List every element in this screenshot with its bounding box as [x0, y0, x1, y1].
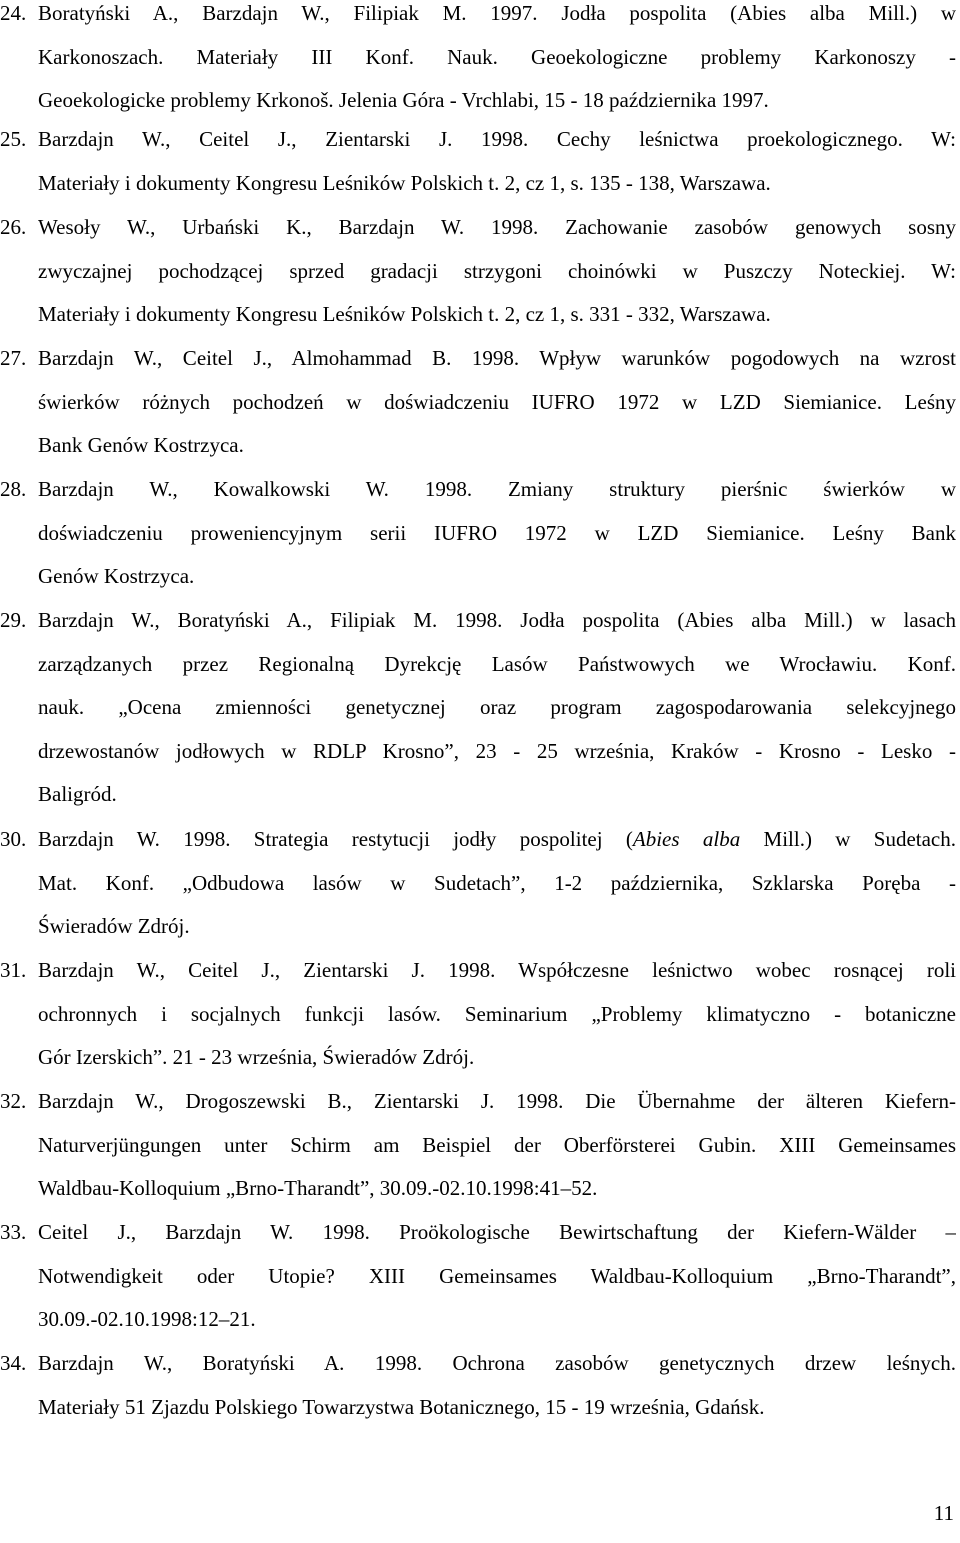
reference-item [0, 0, 956, 123]
reference-text [38, 337, 956, 468]
reference-line: Notwendigkeit oder Utopie? XIII Gemeinsames Waldbau-Kolloquium „Brno-Tharandt”, [38, 1263, 956, 1288]
reference-line: świerków różnych pochodzeń w doświadczeniu IUFRO 1972 w LZD Siemianice. Leśny [38, 389, 956, 414]
reference-number: 32. [0, 1089, 27, 1113]
reference-number: 34. [0, 1351, 27, 1375]
species-name-italic: Abies alba [632, 827, 741, 851]
reference-line: Materiały i dokumenty Kongresu Leśników Polskich t. 2, cz 1, s. 135 - 138, Warszawa. [38, 170, 771, 195]
reference-line: Bank Genów Kostrzyca. [38, 433, 244, 457]
reference-item [0, 468, 956, 599]
reference-number: 25. [0, 127, 27, 151]
reference-text [38, 1080, 956, 1211]
reference-line: Ceitel J., Barzdajn W. 1998. Proökologische Bewirtschaftung der Kiefern-Wälder – [38, 1220, 956, 1244]
reference-number: 26. [0, 215, 27, 239]
reference-item [0, 1211, 956, 1342]
reference-line: zarządzanych przez Regionalną Dyrekcję Lasów Państwowych we Wrocławiu. Konf. [38, 651, 956, 676]
reference-item [0, 949, 956, 1080]
reference-line: Materiały i dokumenty Kongresu Leśników Polskich t. 2, cz 1, s. 331 - 332, Warszawa. [38, 302, 771, 326]
reference-line: Barzdajn W., Kowalkowski W. 1998. Zmiany struktury pierśnic świerków w [38, 477, 956, 501]
reference-text [38, 818, 956, 949]
reference-line: drzewostanów jodłowych w RDLP Krosno”, 23 - 25 września, Kraków - Krosno - Lesko - [38, 738, 956, 763]
reference-line: nauk. „Ocena zmienności genetycznej oraz program zagospodarowania selekcyjnego [38, 695, 956, 719]
reference-line: ochronnych i socjalnych funkcji lasów. Seminarium „Problemy klimatyczno - botaniczne [38, 1001, 956, 1026]
reference-line: Baligród. [38, 782, 117, 806]
reference-line: Barzdajn W., Boratyński A. 1998. Ochrona zasobów genetycznych drzew leśnych. [38, 1351, 956, 1375]
reference-line: Mat. Konf. „Odbudowa lasów w Sudetach”, 1-2 października, Szklarska Poręba - [38, 870, 956, 895]
reference-line: 30.09.-02.10.1998:12–21. [38, 1307, 256, 1331]
reference-line: Boratyński A., Barzdajn W., Filipiak M. 1997. Jodła pospolita (Abies alba Mill.) w [38, 1, 956, 25]
reference-item [0, 818, 956, 949]
reference-line: Wesoły W., Urbański K., Barzdajn W. 1998. Zachowanie zasobów genowych sosny [38, 215, 956, 239]
reference-line: Waldbau-Kolloquium „Brno-Tharandt”, 30.09.-02.10.1998:41–52. [38, 1176, 598, 1200]
reference-line: Karkonoszach. Materiały III Konf. Nauk. Geoekologiczne problemy Karkonoszy - [38, 44, 956, 69]
reference-number: 29. [0, 608, 27, 632]
reference-item [0, 118, 956, 205]
reference-text [38, 949, 956, 1080]
reference-number: 27. [0, 346, 27, 370]
reference-item [0, 1342, 956, 1429]
reference-text [38, 1211, 956, 1342]
reference-text [38, 599, 956, 817]
reference-line: Barzdajn W., Ceitel J., Almohammad B. 1998. Wpływ warunków pogodowych na wzrost [38, 346, 956, 370]
reference-line [38, 818, 956, 862]
reference-line-part: Barzdajn W. 1998. Strategia restytucji jodły pospolitej (Abies alba Mill.) w Sudetach. [38, 827, 956, 851]
reference-line: doświadczeniu proweniencyjnym serii IUFRO 1972 w LZD Siemianice. Leśny Bank [38, 520, 956, 545]
reference-line: Materiały 51 Zjazdu Polskiego Towarzystwa Botanicznego, 15 - 19 września, Gdańsk. [38, 1394, 765, 1419]
reference-text [38, 468, 956, 599]
reference-line: Gór Izerskich”. 21 - 23 września, Świeradów Zdrój. [38, 1045, 475, 1069]
reference-line: Barzdajn W., Drogoszewski B., Zientarski J. 1998. Die Übernahme der älteren Kiefern- [38, 1089, 956, 1113]
reference-line: Geoekologicke problemy Krkonoš. Jelenia Góra - Vrchlabi, 15 - 18 października 1997. [38, 88, 769, 112]
reference-text [38, 118, 956, 205]
reference-text [38, 0, 956, 123]
reference-item [0, 337, 956, 468]
reference-number: 24. [0, 1, 27, 25]
reference-line: Świeradów Zdrój. [38, 914, 190, 938]
reference-line: Barzdajn W., Boratyński A., Filipiak M. 1998. Jodła pospolita (Abies alba Mill.) w lasach [38, 608, 956, 632]
reference-number: 33. [0, 1220, 27, 1244]
reference-text [38, 1342, 956, 1429]
reference-line: Genów Kostrzyca. [38, 564, 195, 588]
reference-item [0, 599, 956, 817]
reference-line: Barzdajn W., Ceitel J., Zientarski J. 1998. Współczesne leśnictwo wobec rosnącej roli [38, 958, 956, 982]
page-number: 11 [933, 1501, 954, 1525]
reference-number: 31. [0, 958, 27, 982]
reference-item [0, 206, 956, 337]
reference-text [38, 206, 956, 337]
reference-number: 30. [0, 827, 27, 851]
reference-line: zwyczajnej pochodzącej sprzed gradacji strzygoni choinówki w Puszczy Noteckiej. W: [38, 258, 956, 283]
reference-number: 28. [0, 477, 27, 501]
reference-line: Naturverjüngungen unter Schirm am Beispiel der Oberförsterei Gubin. XIII Gemeinsames [38, 1132, 956, 1157]
reference-item [0, 1080, 956, 1211]
reference-line: Barzdajn W., Ceitel J., Zientarski J. 1998. Cechy leśnictwa proekologicznego. W: [38, 127, 956, 151]
